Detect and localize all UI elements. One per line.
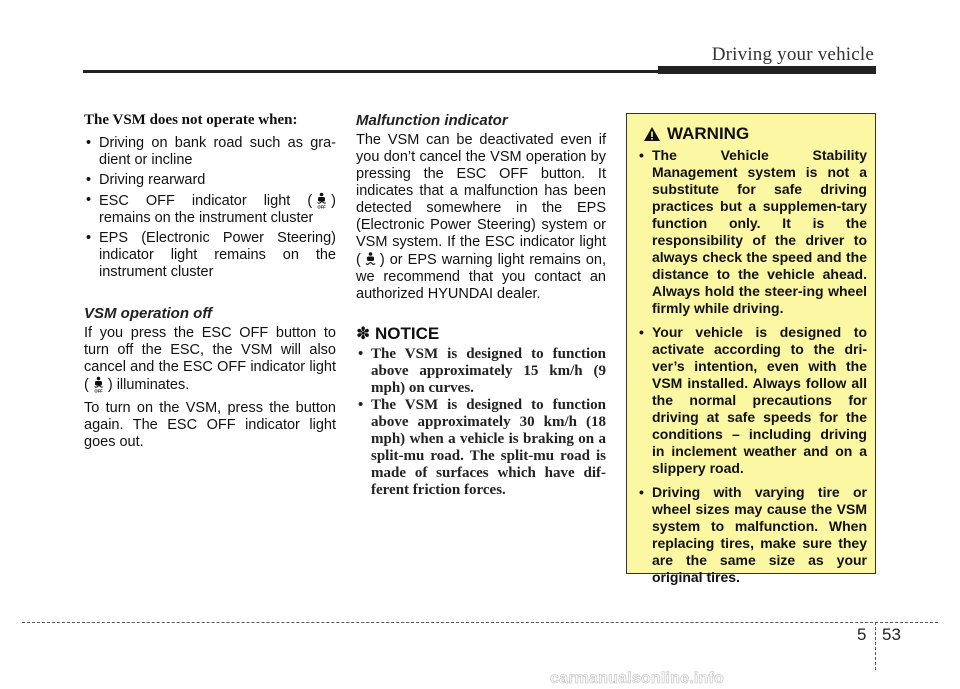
svg-text:OFF: OFF (94, 388, 103, 393)
esc-indicator-icon (364, 251, 377, 268)
list-item: • ESC OFF indicator light ( OFF ) remains on the instrument cluster (84, 192, 336, 227)
header-rule (83, 70, 658, 73)
warning-triangle-icon (643, 126, 661, 142)
footer-rule (22, 622, 938, 623)
conditions-list (84, 135, 336, 281)
list-item: • Your vehicle is designed to activate according to the dri-ver’s intention, even with the VSM installed. Always follow all the normal precautions for driving at safe speeds for the conditions – including driving in inclement weather and on a slippery road. (637, 324, 867, 477)
malfunction-paragraph: The VSM can be deactivated even if you don’t cancel the VSM operation by pressing the ESC OFF button. It indicates that a malfunction has been detected somewhere in the EPS (Electronic Power Steering) system or VSM system. If the ESC indicator light ( ) or EPS warning light remains on, we recommend that you contact an authorized HYUNDAI dealer. (356, 132, 606, 302)
vsm-off-paragraph-1: If you press the ESC OFF button to turn off the ESC, the VSM will also cancel and the ESC OFF indicator light ( OFF ) illuminates. (84, 325, 336, 393)
notice-heading: ✽ NOTICE (356, 324, 440, 343)
list-item: • The VSM is designed to function above approximately 15 km/h (9 mph) on curves. (356, 346, 606, 397)
warning-box (626, 113, 876, 585)
page-number: 53 (882, 625, 901, 644)
warning-list (637, 147, 867, 586)
watermark: carmanualsonline.info (550, 670, 725, 687)
malfunction-heading: Malfunction indicator (356, 112, 508, 129)
list-item: • EPS (Electronic Power Steering) indicator light remains on the instrument cluster (84, 230, 336, 281)
vsm-off-paragraph-2: To turn on the VSM, press the button again. The ESC OFF indicator light goes out. (84, 400, 336, 450)
section-title: Driving your vehicle (711, 44, 874, 65)
left-column (84, 112, 336, 457)
footer-divider (875, 622, 876, 670)
header-rule-accent (658, 66, 876, 74)
list-item: • The Vehicle Stability Management system is not a substitute for safe driving practices but a supplemen-tary function only. It is the responsibility of the driver to always check the speed and the distance to the vehicle ahead. Always hold the steer-ing wheel firmly while driving. (637, 147, 867, 317)
list-item: • Driving rearward (84, 172, 336, 189)
list-item: • Driving with varying tire or wheel sizes may cause the VSM system to malfunction. When replacing tires, make sure they are the same size as your original tires. (637, 484, 867, 586)
list-item: • The VSM is designed to function above approximately 30 km/h (18 mph) when a vehicle is braking on a split-mu road. The split-mu road is made of surfaces which have dif-ferent friction forces. (356, 397, 606, 499)
esc-off-indicator-icon (315, 192, 328, 209)
list-item: • Driving on bank road such as gra-dient or incline (84, 135, 336, 169)
warning-heading: WARNING (643, 124, 867, 144)
svg-text:OFF: OFF (317, 204, 326, 209)
notice-list (356, 346, 606, 499)
vsm-off-heading: VSM operation off (84, 305, 213, 322)
not-operate-heading: The VSM does not operate when: (84, 112, 298, 128)
section-number: 5 (857, 625, 867, 644)
esc-off-indicator-icon (92, 376, 105, 393)
middle-column (356, 112, 606, 499)
